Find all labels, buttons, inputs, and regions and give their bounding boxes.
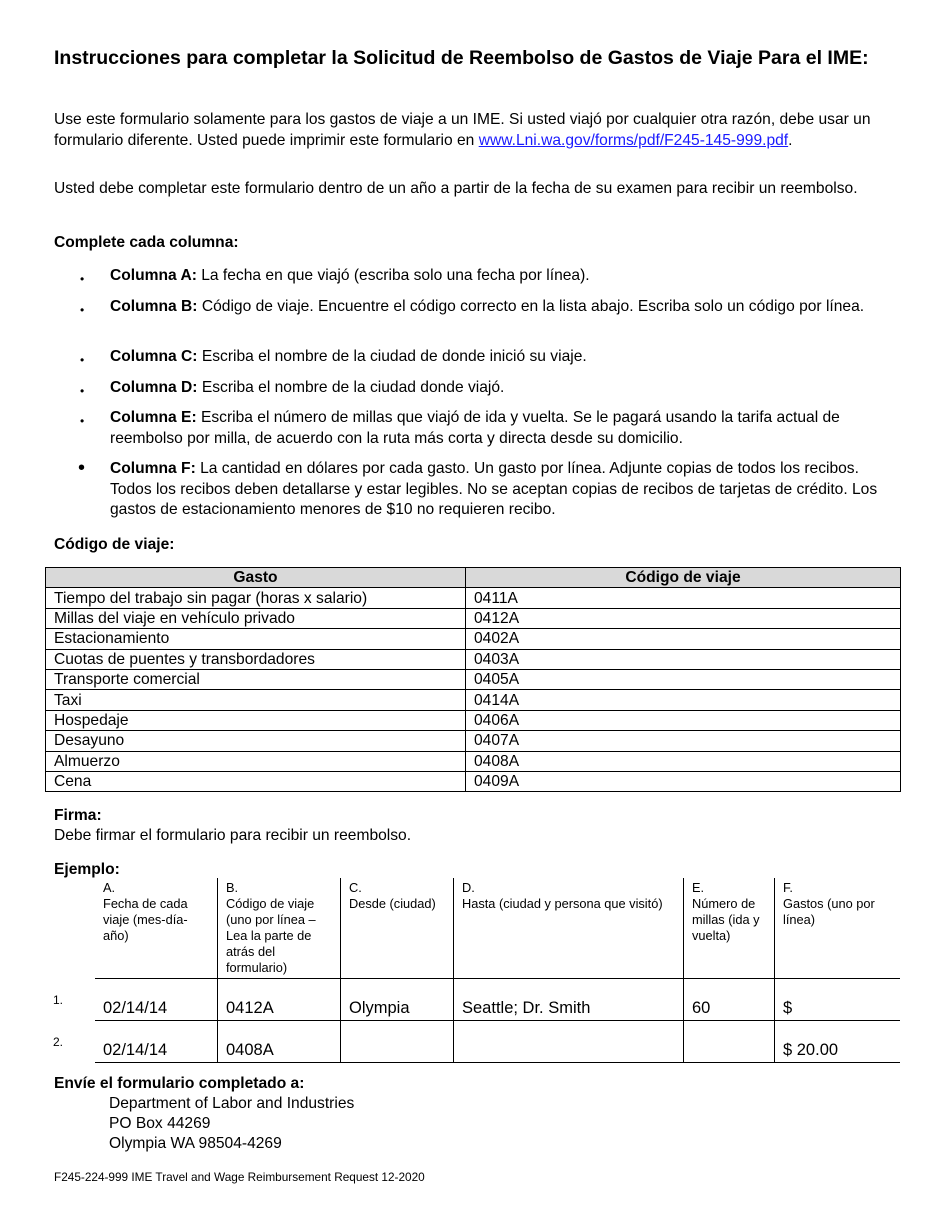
expense-cell: Cuotas de puentes y transbordadores bbox=[46, 649, 466, 669]
code-cell: 0405A bbox=[466, 669, 901, 689]
to-cell bbox=[454, 1021, 684, 1063]
expense-cell: Estacionamiento bbox=[46, 629, 466, 649]
example-table bbox=[95, 878, 900, 1063]
row-number: 1. bbox=[53, 993, 64, 1007]
code-cell: 0402A bbox=[466, 629, 901, 649]
table-row bbox=[46, 710, 901, 730]
table-row bbox=[46, 690, 901, 710]
column-label: Columna C: bbox=[110, 348, 198, 365]
columns-heading: Complete cada columna: bbox=[54, 234, 239, 251]
table-header-row bbox=[46, 568, 901, 588]
bullet-icon: • bbox=[80, 303, 85, 317]
column-text: Código de viaje. Encuentre el código correcto en la lista abajo. Escriba solo un código por línea. bbox=[197, 298, 865, 315]
column-e-item bbox=[110, 408, 895, 449]
send-heading: Envíe el formulario completado a: bbox=[54, 1075, 305, 1092]
column-header-d bbox=[454, 878, 684, 979]
column-header-a bbox=[95, 878, 218, 979]
column-label: Columna E: bbox=[110, 409, 197, 426]
to-cell: Seattle; Dr. Smith bbox=[454, 979, 684, 1021]
table-row bbox=[46, 629, 901, 649]
bullet-icon: • bbox=[80, 272, 85, 286]
column-description: Fecha de cada viaje (mes-día-año) bbox=[103, 896, 188, 943]
form-footer: F245-224-999 IME Travel and Wage Reimbursement Request 12-2020 bbox=[54, 1170, 425, 1184]
bullet-icon: • bbox=[80, 414, 85, 428]
column-letter: E. bbox=[692, 880, 705, 895]
column-header-code: Código de viaje bbox=[466, 568, 901, 588]
column-header-expense: Gasto bbox=[46, 568, 466, 588]
intro-paragraph bbox=[54, 110, 904, 151]
expense-cell: Tiempo del trabajo sin pagar (horas x salario) bbox=[46, 588, 466, 608]
code-cell: 0412A bbox=[466, 608, 901, 628]
expense-cell: Millas del viaje en vehículo privado bbox=[46, 608, 466, 628]
expense-cell: $ bbox=[775, 979, 901, 1021]
column-description: Gastos (uno por línea) bbox=[783, 896, 875, 927]
code-cell: 0409A bbox=[466, 771, 901, 791]
form-pdf-link[interactable]: www.Lni.wa.gov/forms/pdf/F245-145-999.pdf bbox=[478, 131, 789, 149]
expense-cell: Taxi bbox=[46, 690, 466, 710]
example-heading: Ejemplo: bbox=[54, 861, 120, 878]
page-title: Instrucciones para completar la Solicitud de Reembolso de Gastos de Viaje Para el IME: bbox=[54, 47, 869, 69]
column-a-item bbox=[110, 266, 895, 287]
miles-cell: 60 bbox=[684, 979, 775, 1021]
column-header-e bbox=[684, 878, 775, 979]
column-label: Columna F: bbox=[110, 460, 196, 477]
column-label: Columna D: bbox=[110, 379, 198, 396]
table-row bbox=[46, 588, 901, 608]
table-row bbox=[95, 1021, 900, 1063]
table-row bbox=[46, 649, 901, 669]
column-letter: B. bbox=[226, 880, 239, 895]
expense-cell: Transporte comercial bbox=[46, 669, 466, 689]
column-letter: D. bbox=[462, 880, 475, 895]
signature-text: Debe firmar el formulario para recibir un reembolso. bbox=[54, 827, 412, 844]
table-row bbox=[95, 979, 900, 1021]
column-header-b bbox=[218, 878, 341, 979]
column-text: Escriba el nombre de la ciudad de donde inició su viaje. bbox=[197, 348, 587, 365]
column-text: Escriba el número de millas que viajó de ida y vuelta. Se le pagará usando la tarifa actual de reembolso por milla, de acuerdo con la ruta más corta y directa desde su domicilio. bbox=[110, 409, 840, 447]
column-text: La fecha en que viajó (escriba solo una fecha por línea). bbox=[196, 267, 590, 284]
date-cell: 02/14/14 bbox=[95, 979, 218, 1021]
column-letter: F. bbox=[783, 880, 793, 895]
column-label: Columna B: bbox=[110, 298, 198, 315]
code-cell: 0407A bbox=[466, 731, 901, 751]
expense-cell: Desayuno bbox=[46, 731, 466, 751]
expense-cell: Almuerzo bbox=[46, 751, 466, 771]
bullet-icon: • bbox=[78, 457, 86, 479]
code-cell: 0408A bbox=[466, 751, 901, 771]
intro-end: . bbox=[788, 131, 793, 149]
expense-cell: Hospedaje bbox=[46, 710, 466, 730]
column-text: La cantidad en dólares por cada gasto. Un gasto por línea. Adjunte copias de todos los recibos. Todos los recibos deben detallarse y estar legibles. No se aceptan copias de recibos de tarjetas de crédito. Los gastos de estacionamiento menores de $10 no requieren recibo. bbox=[110, 460, 878, 518]
table-header-row bbox=[95, 878, 900, 979]
intro-text: Use este formulario solamente para los gastos de viaje a un IME. Si usted viajó por cualquier otra razón, debe usar un formulario diferente. Usted puede imprimir este formulario en bbox=[54, 111, 871, 149]
codes-heading: Código de viaje: bbox=[54, 536, 175, 553]
from-cell: Olympia bbox=[341, 979, 454, 1021]
code-cell: 0406A bbox=[466, 710, 901, 730]
date-cell: 02/14/14 bbox=[95, 1021, 218, 1063]
deadline-paragraph: Usted debe completar este formulario dentro de un año a partir de la fecha de su examen para recibir un reembolso. bbox=[54, 180, 858, 197]
column-description: Hasta (ciudad y persona que visitó) bbox=[462, 896, 663, 911]
column-header-f bbox=[775, 878, 901, 979]
miles-cell bbox=[684, 1021, 775, 1063]
column-description: Número de millas (ida y vuelta) bbox=[692, 896, 760, 943]
column-label: Columna A: bbox=[110, 267, 197, 284]
code-cell: 0403A bbox=[466, 649, 901, 669]
address-line: Department of Labor and Industries bbox=[109, 1095, 355, 1112]
table-row bbox=[46, 771, 901, 791]
column-text: Escriba el nombre de la ciudad donde viajó. bbox=[197, 379, 505, 396]
table-row bbox=[46, 669, 901, 689]
signature-heading: Firma: bbox=[54, 807, 102, 824]
column-description: Código de viaje (uno por línea – Lea la parte de atrás del formulario) bbox=[226, 896, 316, 975]
column-description: Desde (ciudad) bbox=[349, 896, 436, 911]
column-letter: C. bbox=[349, 880, 362, 895]
table-row bbox=[46, 608, 901, 628]
column-letter: A. bbox=[103, 880, 116, 895]
expense-cell: $ 20.00 bbox=[775, 1021, 901, 1063]
expense-cell: Cena bbox=[46, 771, 466, 791]
code-cell: 0412A bbox=[218, 979, 341, 1021]
code-cell: 0411A bbox=[466, 588, 901, 608]
bullet-icon: • bbox=[80, 384, 85, 398]
column-header-c bbox=[341, 878, 454, 979]
code-cell: 0408A bbox=[218, 1021, 341, 1063]
address-line: Olympia WA 98504-4269 bbox=[109, 1135, 282, 1153]
column-c-item bbox=[110, 347, 895, 368]
address-line: PO Box 44269 bbox=[109, 1115, 211, 1133]
column-f-item bbox=[110, 459, 895, 521]
row-number: 2. bbox=[53, 1035, 64, 1049]
travel-codes-table bbox=[45, 567, 901, 792]
column-d-item bbox=[110, 378, 895, 399]
table-row bbox=[46, 731, 901, 751]
from-cell bbox=[341, 1021, 454, 1063]
code-cell: 0414A bbox=[466, 690, 901, 710]
bullet-icon: • bbox=[80, 353, 85, 367]
mailing-address bbox=[109, 1094, 354, 1155]
table-row bbox=[46, 751, 901, 771]
column-b-item bbox=[110, 297, 895, 318]
